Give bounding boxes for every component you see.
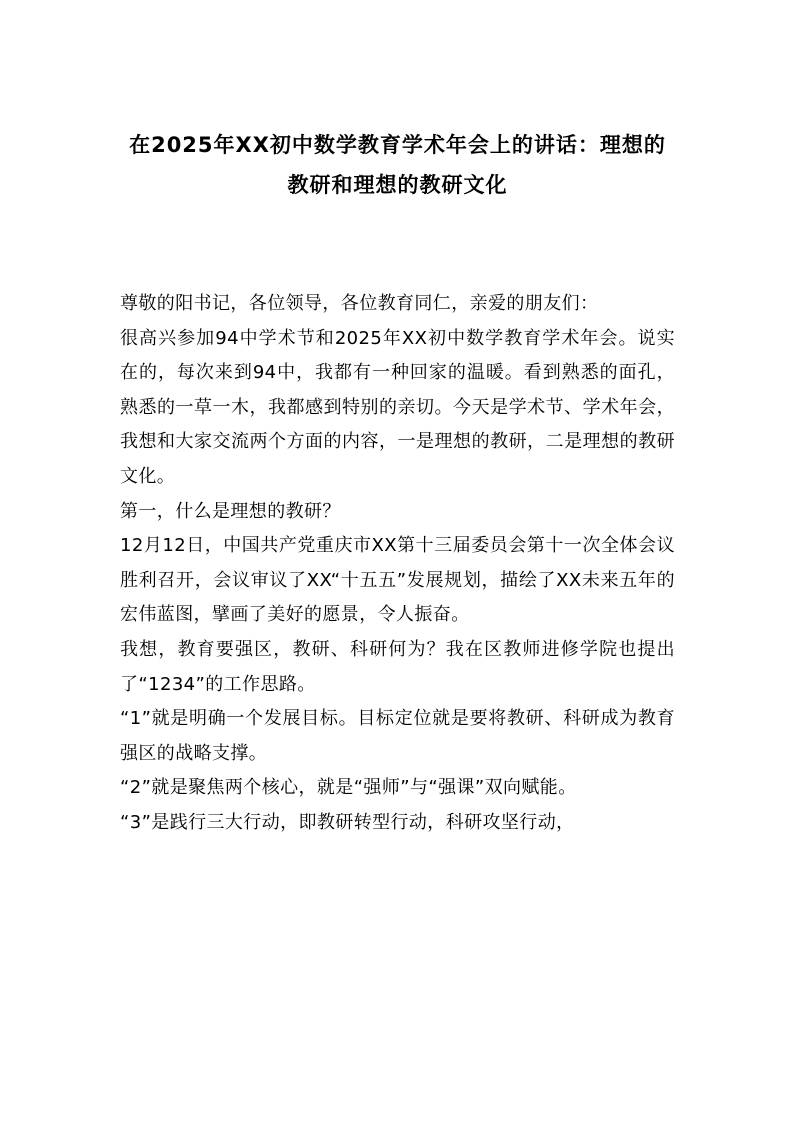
paragraph-point-2: “2”就是聚焦两个核心，就是“强师”与“强课”双向赋能。 [120, 777, 577, 799]
paragraph-point-1: “1”就是明确一个发展目标。目标定位就是要将教研、科研成为教育强区的战略支撑。 [120, 708, 675, 764]
paragraph-section-heading: 第一，什么是理想的教研？ [120, 500, 341, 522]
paragraph-meeting: 12月12日，中国共产党重庆市XX第十三届委员会第十一次全体会议胜利召开，会议审议了XX“十五五”发展规划，描绘了XX未来五年的宏伟蓝图，擘画了美好的愿景，令人振奋。 [120, 535, 675, 626]
paragraph-point-3: “3”是践行三大行动，即教研转型行动，科研攻坚行动， [120, 811, 575, 833]
paragraph-intro: 很高兴参加94中学术节和2025年XX初中数学教育学术年会。说实在的，每次来到94中，我都有一种回家的温暖。看到熟悉的面孔，熟悉的一草一木，我都感到特别的亲切。今天是学术节、学术年会，我想和大家交流两个方面的内容，一是理想的教研，二是理想的教研文化。 [120, 327, 675, 487]
paragraph-thinking: 我想，教育要强区，教研、科研何为？我在区教师进修学院也提出了“1234”的工作思路。 [120, 638, 675, 695]
paragraph-greeting: 尊敬的阳书记，各位领导，各位教育同仁，亲爱的朋友们： [120, 293, 599, 314]
document-title: 在2025年XX初中数学教育学术年会上的讲话：理想的教研和理想的教研文化 [129, 133, 666, 197]
document-body [120, 287, 675, 841]
